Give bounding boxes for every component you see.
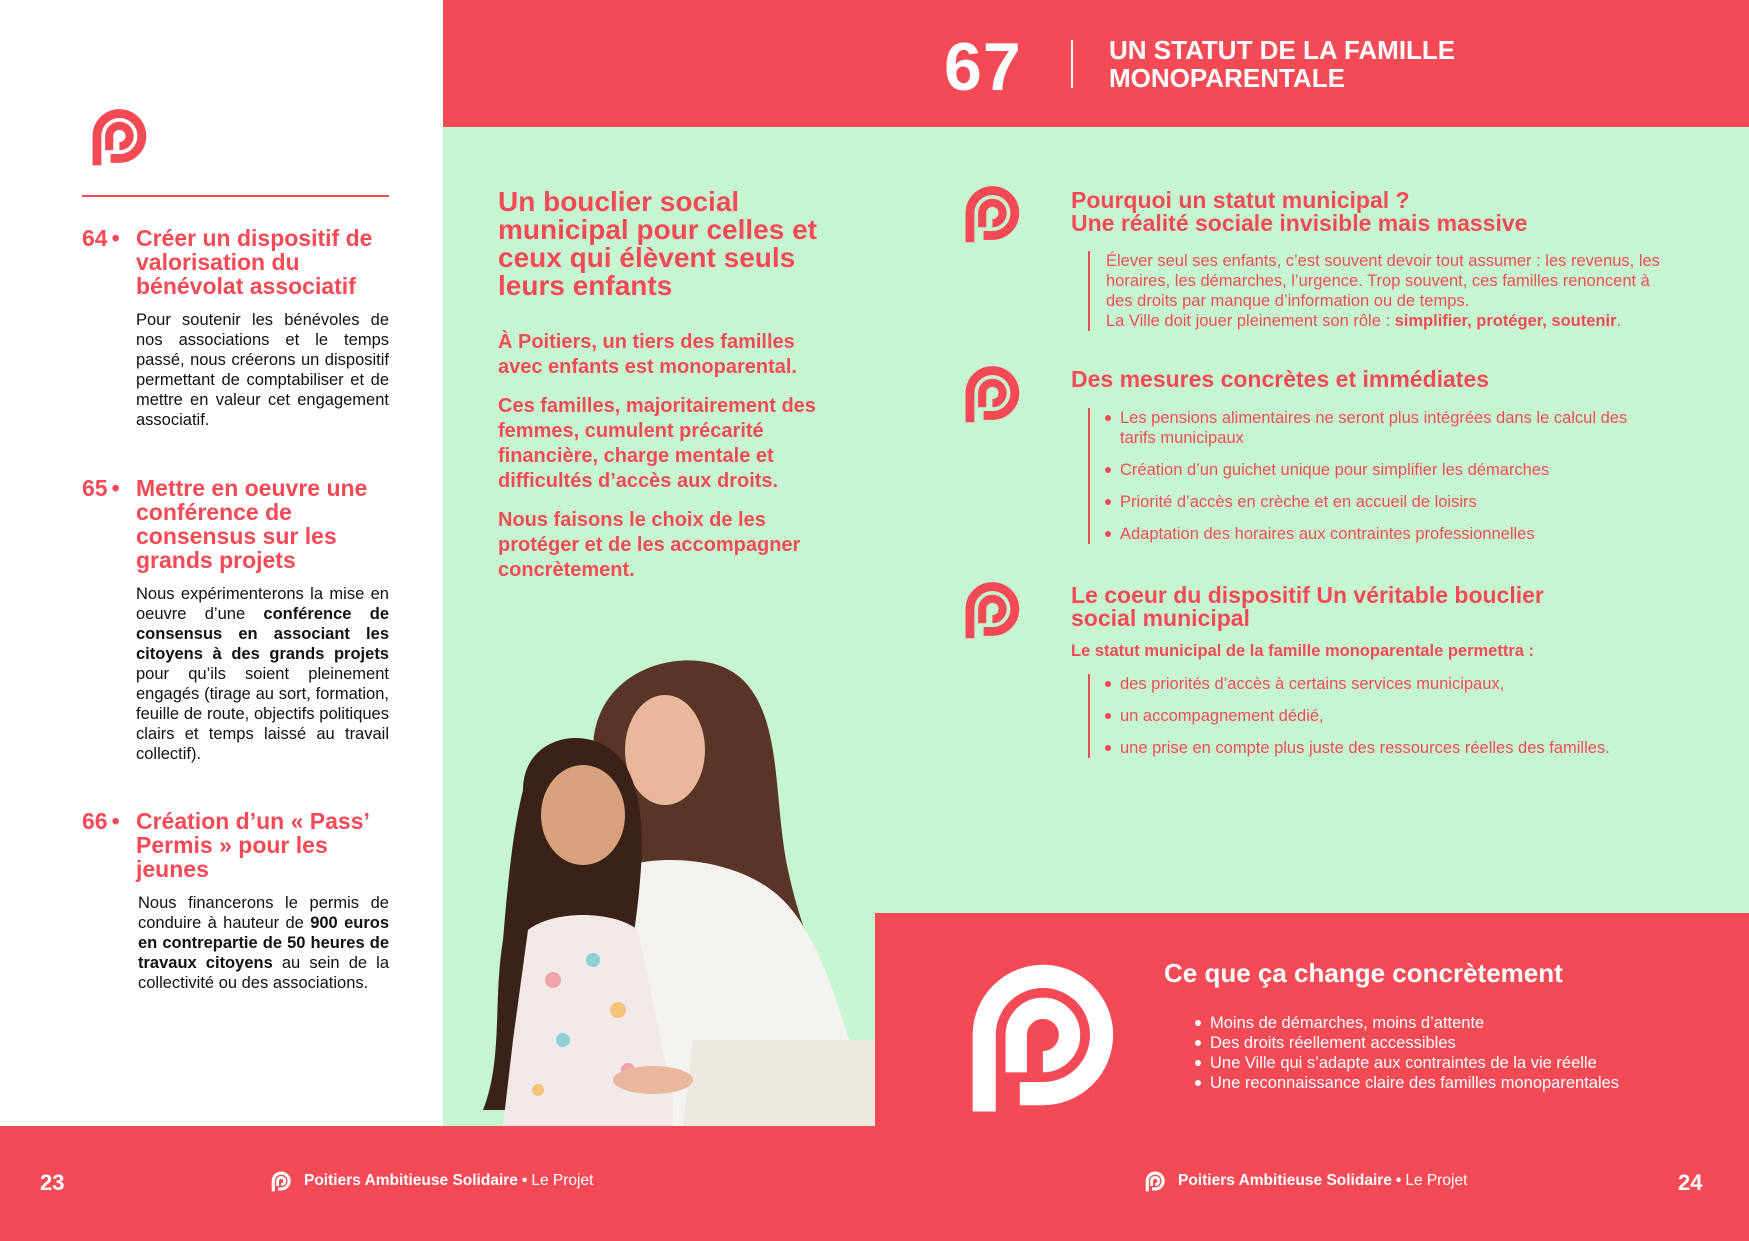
item-body: Pour soutenir les bénévoles de nos associations et le temps passé, nous créerons un dispositif permettant de comptabiliser et de mettre en valeur cet engagement associatif.: [136, 311, 389, 429]
intro-column: [498, 188, 818, 583]
item-number: 66: [82, 808, 108, 834]
intro-heading: Un bouclier social municipal pour celles et ceux qui élèvent seuls leurs enfants: [498, 186, 817, 301]
section-title: Le coeur du dispositif Un véritable bouclier social municipal: [1071, 582, 1544, 631]
list-item: Les pensions alimentaires ne seront plus intégrées dans le calcul des tarifs municipaux: [1104, 408, 1663, 448]
mother-daughter-photo: [443, 640, 875, 1126]
list-item: Une reconnaissance claire des familles monoparentales: [1194, 1073, 1619, 1093]
intro-paragraph: À Poitiers, un tiers des familles avec enfants est monoparental.: [498, 331, 797, 378]
footer: [0, 1126, 1749, 1241]
footer-brand-left: [268, 1170, 593, 1192]
item-66: 66 • Création d’un « Pass’ Permis » pour les jeunes Nous financerons le permis de conduire à hauteur de 900 euros en contrepartie de 50 heures de travaux citoyens au sein de la collectivité ou des associations.: [82, 808, 389, 992]
divider-line: [82, 195, 389, 197]
p-logo-icon: [955, 578, 1023, 640]
item-body: Nous financerons le permis de conduire à hauteur de 900 euros en contrepartie de 50 heures de travaux citoyens au sein de la collectivité ou des associations.: [138, 894, 389, 992]
list-item: Adaptation des horaires aux contraintes professionnelles: [1104, 524, 1663, 544]
section-title: Pourquoi un statut municipal ? Une réalité sociale invisible mais massive: [1071, 187, 1528, 236]
brand-sub: Le Projet: [531, 1172, 594, 1189]
brand-separator: •: [1395, 1172, 1402, 1189]
item-title: Mettre en oeuvre une conférence de consensus sur les grands projets: [136, 475, 368, 573]
p-logo-icon: [1142, 1170, 1166, 1192]
item-title: Création d’un « Pass’ Permis » pour les jeunes: [136, 808, 369, 882]
list-item: Des droits réellement accessibles: [1194, 1033, 1619, 1053]
p-logo-icon: [268, 1170, 292, 1192]
measures-list: [1088, 408, 1663, 544]
p-logo-icon: [955, 362, 1023, 424]
item-number: 64: [82, 225, 108, 251]
header-separator: [1071, 40, 1073, 88]
item-body: Nous expérimenterons la mise en oeuvre d’une conférence de consensus en associant les citoyens à des grands projets pour qu’ils soient pleinement engagés (tirage au sort, formation, feuille de route, objectifs politiques clairs et temps laissé au travail collectif).: [136, 585, 390, 763]
list-item: un accompagnement dédié,: [1104, 706, 1663, 726]
intro-paragraph: Nous faisons le choix de les protéger et de les accompagner concrètement.: [498, 509, 801, 581]
p-logo-icon: [955, 182, 1023, 244]
page-title: UN STATUT DE LA FAMILLE MONOPARENTALE: [1109, 35, 1456, 93]
list-item: Priorité d’accès en crèche et en accueil de loisirs: [1104, 492, 1663, 512]
change-list: [1194, 1013, 1619, 1093]
section-number: 67: [944, 29, 1022, 105]
list-item: Une Ville qui s’adapte aux contraintes de la vie réelle: [1194, 1053, 1619, 1073]
list-item: Création d’un guichet unique pour simplifier les démarches: [1104, 460, 1663, 480]
page-number-right: 24: [1678, 1170, 1703, 1195]
list-item: Moins de démarches, moins d’attente: [1194, 1013, 1619, 1033]
heart-list: [1088, 674, 1663, 758]
brand-sub: Le Projet: [1405, 1172, 1468, 1189]
list-item: une prise en compte plus juste des ressources réelles des familles.: [1104, 738, 1663, 758]
p-logo-icon: [944, 955, 1124, 1115]
footer-brand-right: [1142, 1170, 1467, 1192]
brand-name: Poitiers Ambitieuse Solidaire: [304, 1172, 518, 1189]
section-title: Des mesures concrètes et immédiates: [1071, 366, 1490, 392]
list-item: des priorités d’accès à certains services municipaux,: [1104, 674, 1663, 694]
intro-paragraph: Ces familles, majoritairement des femmes, cumulent précarité financière, charge mentale et difficultés d’accès aux droits.: [498, 395, 816, 492]
p-logo-icon: [82, 105, 150, 167]
section-subtitle: Le statut municipal de la famille monoparentale permettra :: [1071, 642, 1535, 660]
left-page: [0, 0, 443, 1126]
item-64: 64 • Créer un dispositif de valorisation du bénévolat associatif Pour soutenir les bénévoles de nos associations et le temps passé, nous créerons un dispositif permettant de comptabiliser et de mettre en valeur cet engagement associatif.: [82, 225, 389, 429]
change-title: Ce que ça change concrètement: [1164, 958, 1563, 988]
item-title: Créer un dispositif de valorisation du bénévolat associatif: [136, 225, 373, 299]
brand-name: Poitiers Ambitieuse Solidaire: [1178, 1172, 1392, 1189]
brand-separator: •: [521, 1172, 528, 1189]
item-number: 65: [82, 475, 108, 501]
page-number-left: 23: [40, 1170, 65, 1195]
item-65: 65 • Mettre en oeuvre une conférence de consensus sur les grands projets Nous expérimenterons la mise en oeuvre d’une conférence de consensus en associant les citoyens à des grands projets pour qu’ils soient pleinement engagés (tirage au sort, formation, feuille de route, objectifs politiques clairs et temps laissé au travail collectif).: [82, 475, 390, 763]
section-text: Élever seul ses enfants, c’est souvent devoir tout assumer : les revenus, les horaires, les démarches, l’urgence. Trop souvent, ces familles renoncent à des droits par manque d’information ou de temps. La Ville doit jouer pleinement son rôle : simplifier, protéger, soutenir.: [1088, 251, 1663, 331]
